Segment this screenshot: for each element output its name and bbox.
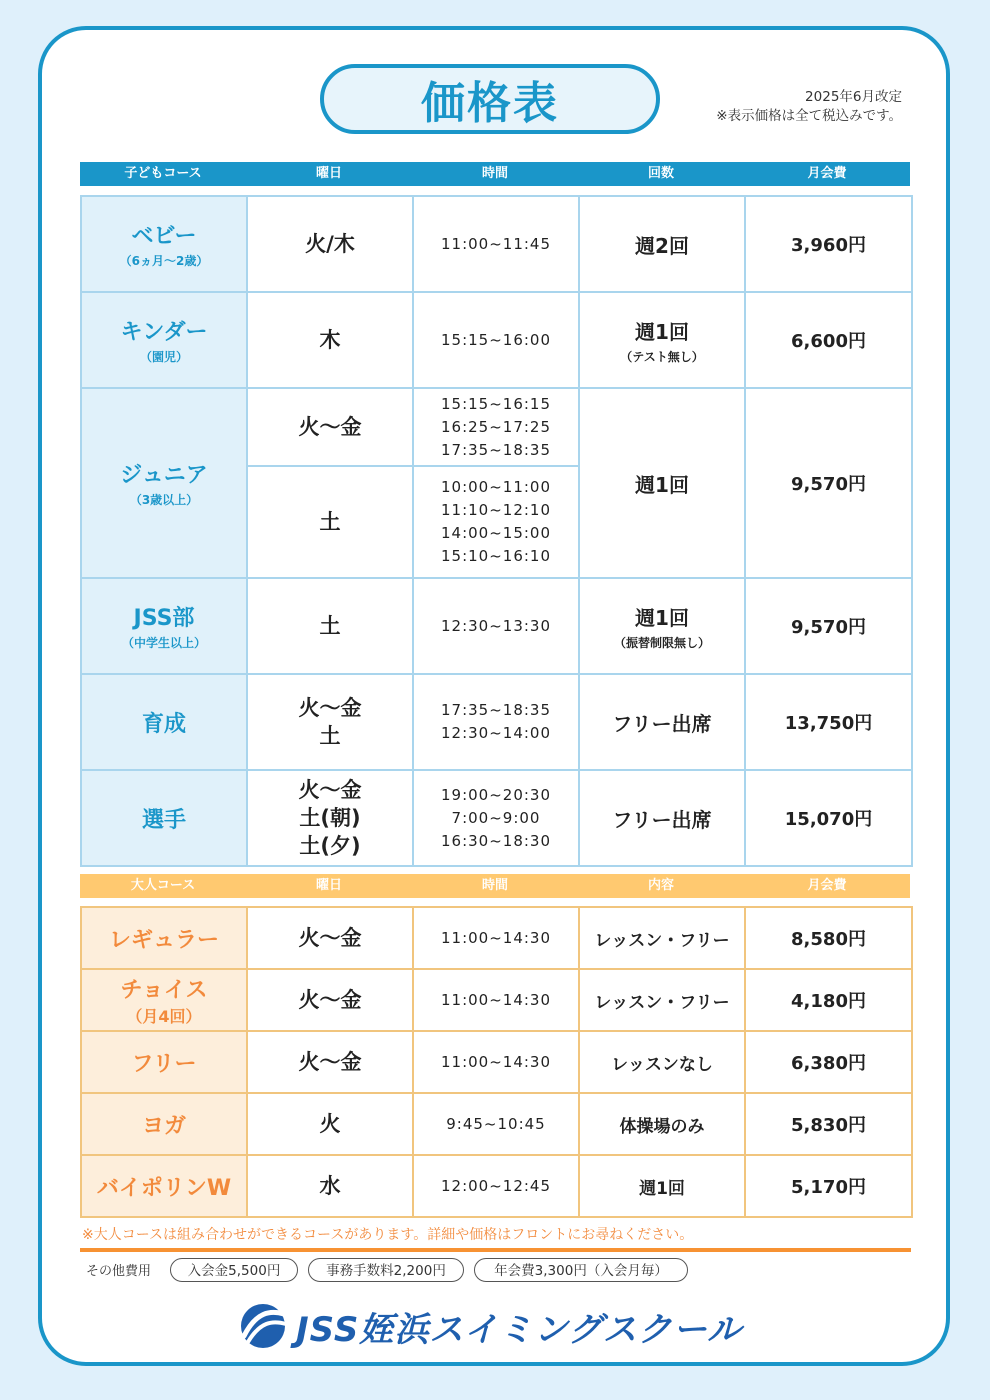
course-name: 育成	[141, 711, 186, 737]
revision-date: 2025年6月改定	[805, 89, 902, 105]
time-cell: 15:15~16:00	[413, 292, 579, 388]
time-cell: 11:00~11:45	[413, 196, 579, 292]
fee-cell: 13,750円	[745, 674, 912, 770]
day-cell: 火/木	[247, 196, 413, 292]
count-value: 週2回	[635, 233, 689, 258]
course-cell	[81, 196, 247, 292]
course-sub: （中学生以上）	[121, 636, 206, 650]
course-cell	[81, 1031, 247, 1093]
time-slot: 17:35~18:35	[440, 701, 552, 719]
adult-header-content: 内容	[647, 878, 674, 893]
time-slot: 15:10~16:10	[440, 547, 552, 565]
course-name: 選手	[141, 807, 186, 833]
course-cell	[81, 969, 247, 1031]
day-cell: 火	[247, 1093, 413, 1155]
count-cell	[579, 196, 745, 292]
count-value: フリー出席	[612, 711, 712, 736]
time-slot: 12:30~14:00	[440, 724, 552, 742]
course-name: チョイス	[120, 978, 208, 1003]
course-cell	[81, 1155, 247, 1217]
tax-note: ※表示価格は全て税込みです。	[716, 108, 902, 124]
day-value: 火〜金	[298, 778, 362, 802]
count-value: フリー出席	[612, 807, 712, 832]
time-cell	[413, 466, 579, 578]
table-row	[81, 1093, 912, 1155]
time-slot: 16:25~17:25	[440, 417, 552, 436]
wave-logo-icon	[236, 1302, 290, 1350]
logo-text: JSS姪浜スイミングスクール	[296, 1309, 743, 1350]
course-name: キンダー	[120, 320, 208, 345]
table-row	[81, 674, 912, 770]
day-cell: 水	[247, 1155, 413, 1217]
day-cell: 火〜金	[247, 907, 413, 969]
count-value: 週1回	[635, 605, 689, 630]
fee-pill-admission: 入会金5,500円	[170, 1258, 298, 1282]
course-name: バイポリンW	[96, 1175, 232, 1201]
day-value: 土	[319, 724, 341, 748]
course-name: フリー	[131, 1051, 197, 1077]
adult-note: ※大人コースは組み合わせができるコースがあります。詳細や価格はフロントにお尋ねください。	[82, 1227, 694, 1243]
course-name: ジュニア	[120, 463, 208, 488]
kids-header-fee: 月会費	[807, 166, 847, 181]
adult-header-time: 時間	[481, 878, 508, 893]
kids-header-time: 時間	[481, 166, 508, 181]
fee-cell: 9,570円	[745, 388, 912, 578]
time-slot: 17:35~18:35	[440, 440, 552, 459]
table-row	[81, 1155, 912, 1217]
kids-header-day: 曜日	[315, 166, 342, 181]
time-slot: 11:10~12:10	[440, 501, 552, 519]
fee-cell: 5,830円	[745, 1093, 912, 1155]
count-cell	[579, 578, 745, 674]
course-name: レギュラー	[108, 927, 219, 953]
count-sub: （テスト無し）	[620, 349, 704, 364]
time-slot: 7:00~9:00	[451, 808, 541, 827]
fee-pill-handling: 事務手数料2,200円	[308, 1258, 464, 1282]
adult-price-table	[80, 906, 913, 1218]
day-value: 火〜金	[298, 696, 362, 720]
count-sub: （振替制限無し）	[613, 635, 710, 650]
course-cell	[81, 770, 247, 866]
day-cell: 土	[247, 466, 413, 578]
table-row	[81, 969, 912, 1031]
course-sub: （月4回）	[126, 1007, 202, 1026]
day-cell: 土	[247, 578, 413, 674]
course-sub: （6ヵ月〜2歳）	[119, 254, 209, 268]
course-sub: （3歳以上）	[129, 493, 199, 507]
day-cell: 火〜金	[247, 388, 413, 466]
course-name: ヨガ	[141, 1113, 186, 1139]
content-cell: レッスン・フリー	[579, 969, 745, 1031]
fee-cell: 15,070円	[745, 770, 912, 866]
day-cell	[247, 674, 413, 770]
course-name: JSS部	[133, 606, 195, 631]
course-sub: （園児）	[139, 350, 188, 364]
course-cell	[81, 292, 247, 388]
day-cell	[247, 770, 413, 866]
page-title-pill	[320, 64, 660, 134]
time-cell: 12:30~13:30	[413, 578, 579, 674]
table-row	[81, 770, 912, 866]
fee-cell: 6,600円	[745, 292, 912, 388]
adult-table-header	[80, 874, 910, 898]
count-cell	[579, 292, 745, 388]
fee-cell: 6,380円	[745, 1031, 912, 1093]
time-cell: 9:45~10:45	[413, 1093, 579, 1155]
fee-pill-annual: 年会費3,300円（入会月毎）	[474, 1258, 688, 1282]
time-cell	[413, 388, 579, 466]
day-cell: 火〜金	[247, 969, 413, 1031]
page-title: 価格表	[421, 78, 559, 129]
school-logo	[236, 1298, 756, 1354]
table-row	[81, 578, 912, 674]
content-cell: 体操場のみ	[579, 1093, 745, 1155]
time-cell	[413, 674, 579, 770]
content-cell: レッスンなし	[579, 1031, 745, 1093]
day-cell: 木	[247, 292, 413, 388]
divider	[80, 1248, 911, 1252]
fee-cell: 8,580円	[745, 907, 912, 969]
time-slot: 15:15~16:15	[440, 394, 552, 413]
table-row	[81, 196, 912, 292]
fee-cell: 5,170円	[745, 1155, 912, 1217]
day-cell: 火〜金	[247, 1031, 413, 1093]
time-cell: 11:00~14:30	[413, 907, 579, 969]
adult-header-course: 大人コース	[130, 878, 196, 893]
count-value: 週1回	[635, 472, 689, 497]
time-cell: 11:00~14:30	[413, 969, 579, 1031]
fee-cell: 3,960円	[745, 196, 912, 292]
content-cell: 週1回	[579, 1155, 745, 1217]
course-cell	[81, 578, 247, 674]
table-row	[81, 907, 912, 969]
table-row	[81, 388, 912, 466]
time-slot: 19:00~20:30	[440, 785, 552, 804]
course-cell	[81, 1093, 247, 1155]
time-cell: 11:00~14:30	[413, 1031, 579, 1093]
fee-cell: 9,570円	[745, 578, 912, 674]
time-cell: 12:00~12:45	[413, 1155, 579, 1217]
count-value: 週1回	[635, 319, 689, 344]
other-fees-label: その他費用	[86, 1264, 152, 1279]
day-value: 土(夕)	[299, 834, 361, 858]
time-slot: 10:00~11:00	[440, 478, 552, 496]
day-value: 土(朝)	[299, 806, 361, 830]
fee-cell: 4,180円	[745, 969, 912, 1031]
course-cell	[81, 674, 247, 770]
table-row	[81, 292, 912, 388]
course-cell	[81, 388, 247, 578]
kids-header-course: 子どもコース	[124, 166, 202, 181]
count-cell	[579, 770, 745, 866]
course-name: ベビー	[131, 224, 197, 249]
count-cell	[579, 388, 745, 578]
time-cell	[413, 770, 579, 866]
revision-info	[716, 88, 902, 126]
time-slot: 14:00~15:00	[440, 524, 552, 542]
adult-header-day: 曜日	[315, 878, 342, 893]
kids-price-table	[80, 195, 913, 867]
count-cell	[579, 674, 745, 770]
time-slot: 16:30~18:30	[440, 831, 552, 850]
content-cell: レッスン・フリー	[579, 907, 745, 969]
adult-header-fee: 月会費	[807, 878, 847, 893]
kids-header-count: 回数	[647, 166, 674, 181]
table-row	[81, 1031, 912, 1093]
kids-table-header	[80, 162, 910, 186]
course-cell	[81, 907, 247, 969]
